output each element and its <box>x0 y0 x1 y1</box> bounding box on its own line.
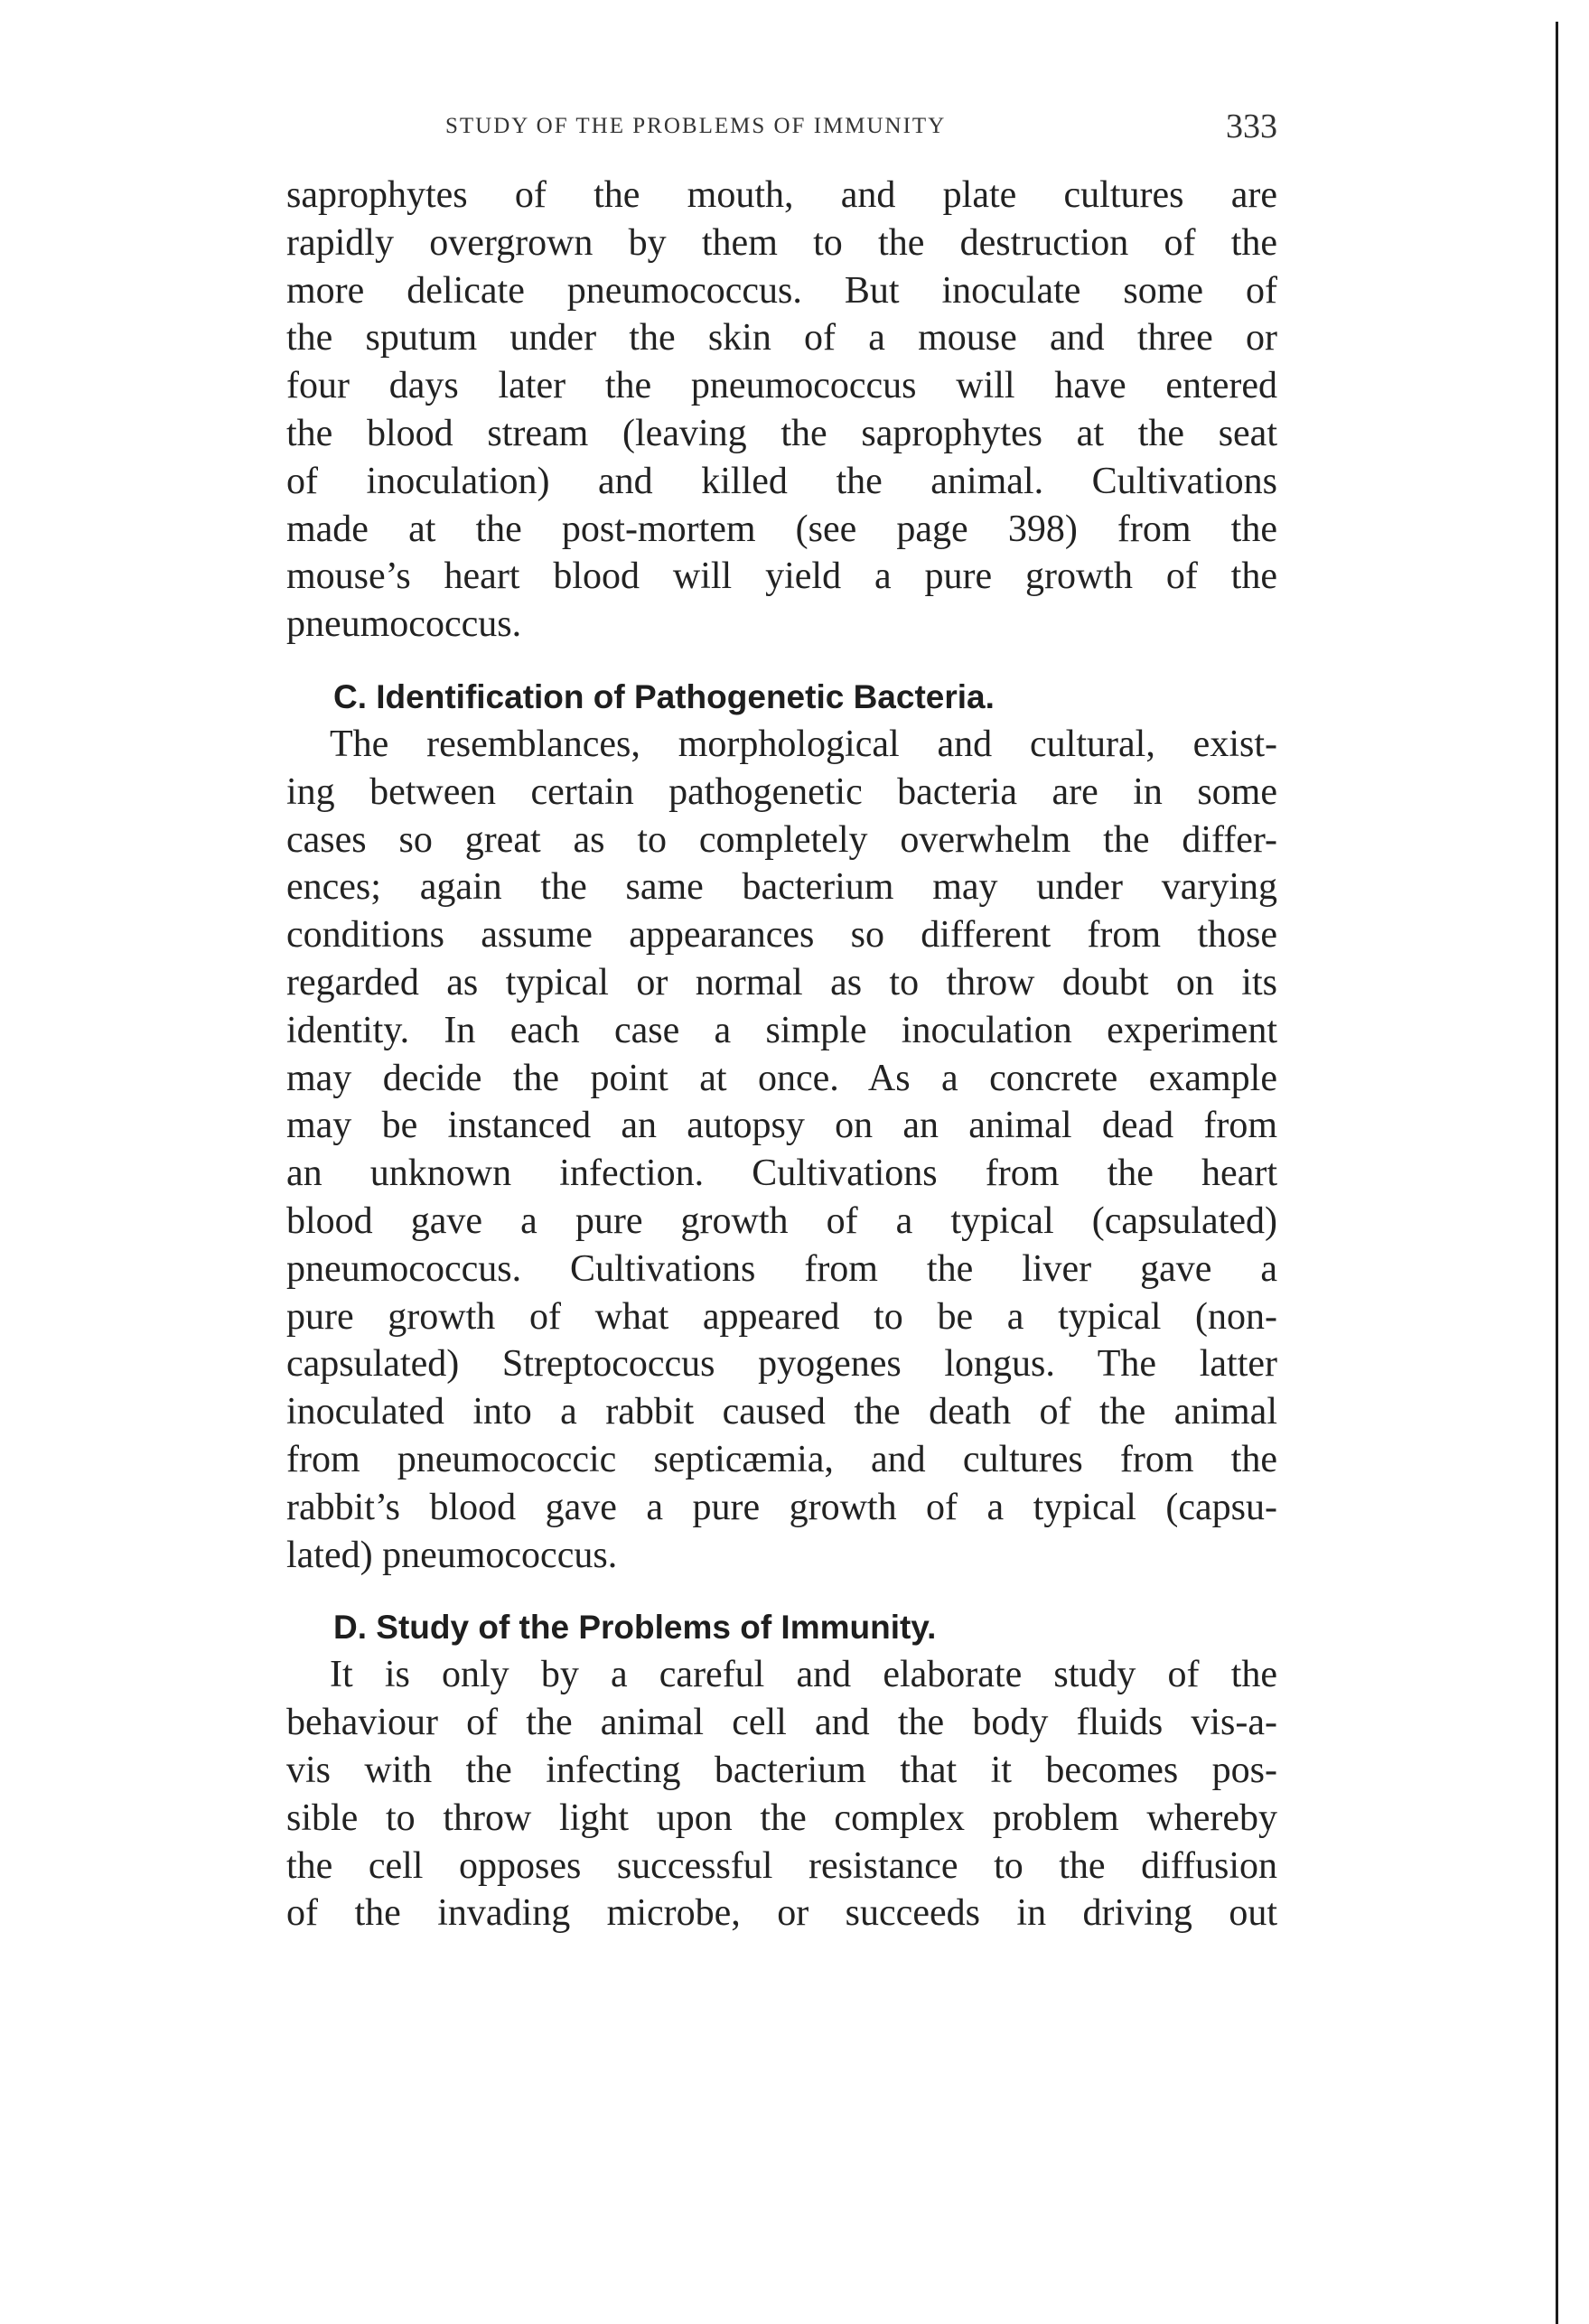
section-c-heading: C. Identification of Pathogenetic Bacteria. <box>333 677 995 715</box>
text-line: of the invading microbe, or succeeds in driving out <box>286 1892 1277 1935</box>
text-line: behaviour of the animal cell and the body fluids vis-a- <box>286 1702 1277 1744</box>
text-line: cases so great as to completely overwhelm the differ- <box>286 818 1277 861</box>
page-edge-line <box>1556 22 1558 2324</box>
text-line: The resemblances, morphological and cultural, exist- <box>330 723 1277 765</box>
page-number: 333 <box>1226 107 1277 145</box>
text-line: may be instanced an autopsy on an animal dead from <box>286 1105 1277 1147</box>
running-title: STUDY OF THE PROBLEMS OF IMMUNITY <box>445 114 947 138</box>
text-line: conditions assume appearances so different from those <box>286 914 1277 957</box>
text-line: may decide the point at once. As a concrete example <box>286 1057 1277 1099</box>
section-gap <box>286 1579 1277 1604</box>
text-line: regarded as typical or normal as to throw doubt on its <box>286 961 1277 1003</box>
section-d-heading: D. Study of the Problems of Immunity. <box>333 1609 937 1647</box>
section-gap <box>286 649 1277 674</box>
text-line: It is only by a careful and elaborate study of the <box>330 1654 1277 1696</box>
text-line: capsulated) Streptococcus pyogenes longus. The latter <box>286 1343 1277 1386</box>
text-line: ing between certain pathogenetic bacteria are in some <box>286 770 1277 813</box>
text-line: lated) pneumococcus. <box>286 1534 618 1576</box>
text-line: rapidly overgrown by them to the destruction of the <box>286 221 1277 264</box>
text-line: identity. In each case a simple inoculation experiment <box>286 1009 1277 1051</box>
paragraph-continuation <box>286 172 1277 649</box>
text-line: an unknown infection. Cultivations from the heart <box>286 1153 1277 1195</box>
text-line: inoculated into a rabbit caused the death of the animal <box>286 1391 1277 1433</box>
text-line: from pneumococcic septicæmia, and cultures from the <box>286 1438 1277 1480</box>
text-line: four days later the pneumococcus will have entered <box>286 365 1277 407</box>
text-line: pneumococcus. Cultivations from the liver gave a <box>286 1247 1277 1290</box>
text-line: blood gave a pure growth of a typical (capsulated) <box>286 1199 1277 1242</box>
text-line: more delicate pneumococcus. But inoculate some of <box>286 269 1277 312</box>
text-line: rabbit’s blood gave a pure growth of a typical (capsu- <box>286 1486 1277 1528</box>
text-line: pneumococcus. <box>286 603 522 646</box>
section-c <box>286 674 1277 1579</box>
text-line: sible to throw light upon the complex problem whereby <box>286 1797 1277 1839</box>
text-line: of inoculation) and killed the animal. Cultivations <box>286 460 1277 502</box>
text-line: pure growth of what appeared to be a typical (non- <box>286 1295 1277 1338</box>
text-line: vis with the infecting bacterium that it becomes pos- <box>286 1749 1277 1791</box>
text-line: the cell opposes successful resistance to the diffusion <box>286 1844 1277 1887</box>
text-line: mouse’s heart blood will yield a pure growth of the <box>286 555 1277 598</box>
text-line: the blood stream (leaving the saprophytes at the seat <box>286 412 1277 454</box>
text-line: made at the post-mortem (see page 398) from the <box>286 508 1277 550</box>
page-body <box>286 172 1277 1937</box>
section-d <box>286 1604 1277 1937</box>
text-line: the sputum under the skin of a mouse and three or <box>286 317 1277 359</box>
text-line: ences; again the same bacterium may under varying <box>286 866 1277 909</box>
text-line: saprophytes of the mouth, and plate cultures are <box>286 174 1277 216</box>
running-header <box>445 107 1277 152</box>
